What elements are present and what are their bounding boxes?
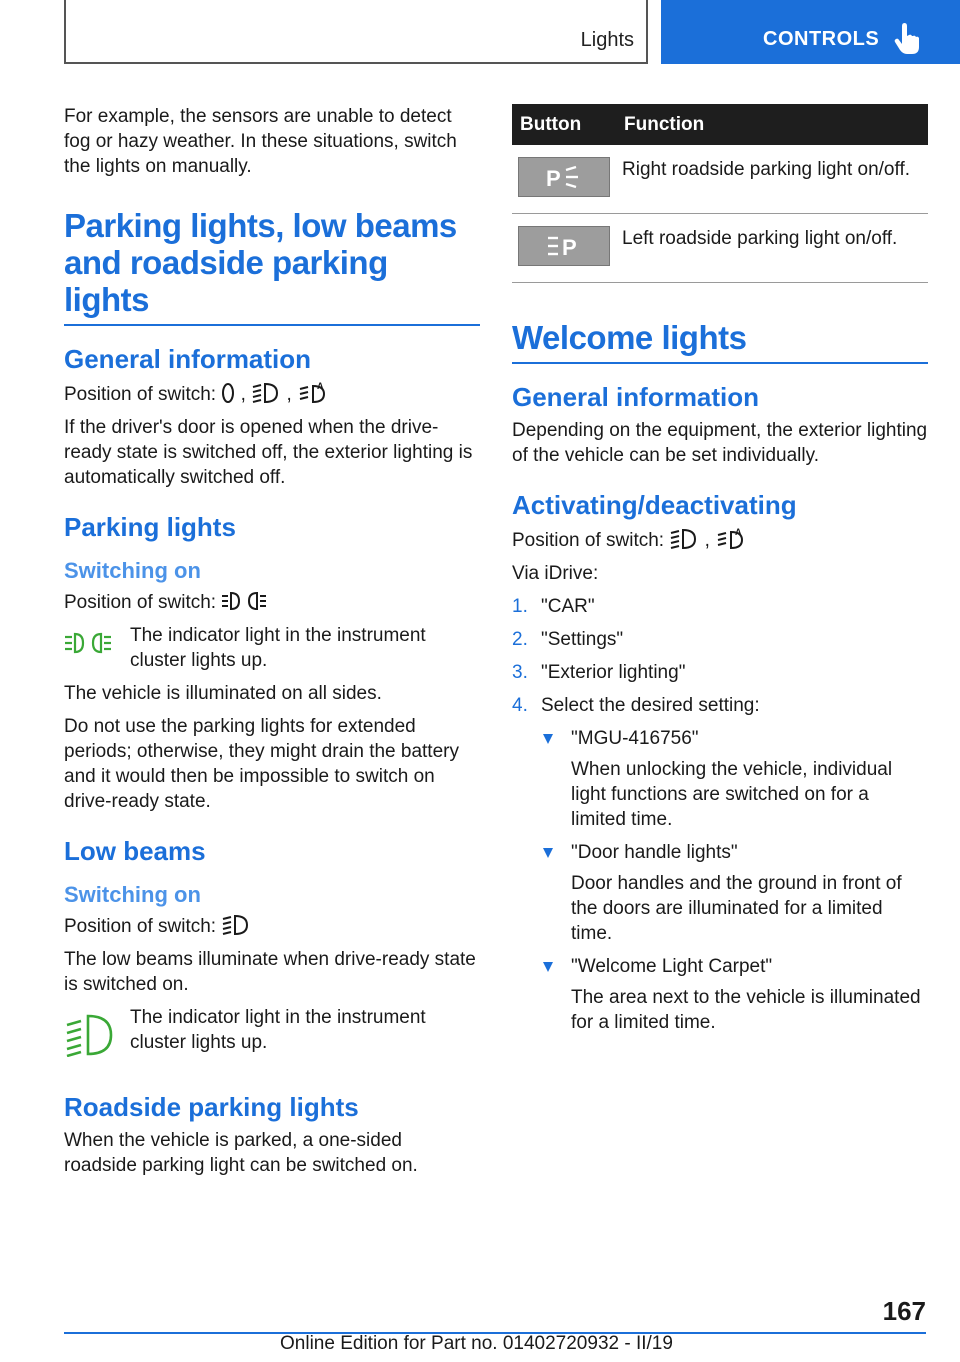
svg-text:A: A xyxy=(317,381,324,391)
low-beam-indicator-note xyxy=(64,1005,480,1064)
triangle-bullet-icon xyxy=(543,734,553,744)
switch-position-label: Position of switch: xyxy=(512,530,665,551)
section-title-welcome-lights: Welcome lights xyxy=(512,319,928,364)
idrive-steps-list xyxy=(512,594,928,1035)
separator-comma: , xyxy=(704,530,710,551)
parking-indicator-text: The indicator light in the instrument cluster lights up. xyxy=(130,625,426,671)
low-beams-text: The low beams illuminate when drive-ready state is switched on. xyxy=(64,949,476,995)
list-item xyxy=(512,660,928,685)
edition-note: Online Edition for Part no. 01402720932 - II/19 xyxy=(280,1333,673,1354)
list-item xyxy=(541,954,928,1035)
section-title-parking-lights: Parking lights, low beams and roadside parking lights xyxy=(64,207,480,326)
off-position-icon xyxy=(221,382,235,404)
heading-welcome-general-information: General information xyxy=(512,382,760,412)
roadside-text: When the vehicle is parked, a one-sided roadside parking light can be switched on. xyxy=(64,1130,418,1176)
step-text: "Settings" xyxy=(541,629,624,650)
parking-switch-position-line xyxy=(64,590,480,615)
general-info-text: If the driver's door is opened when the drive-ready state is switched off, the exterior lighting is automatically switched off. xyxy=(64,417,473,488)
list-item xyxy=(512,627,928,652)
via-idrive-label: Via iDrive: xyxy=(512,563,599,584)
header-chapter-title: CONTROLS xyxy=(763,28,880,50)
intro-paragraph: For example, the sensors are unable to detect fog or hazy weather. In these situations, switch the lights on manually. xyxy=(64,106,457,177)
list-item xyxy=(512,693,928,1035)
step-text: Select the desired setting: xyxy=(541,695,760,716)
low-beam-icon xyxy=(669,528,699,550)
step-text: "CAR" xyxy=(541,596,595,617)
step-number: 3. xyxy=(512,662,528,683)
table-cell-function: Right roadside parking light on/off. xyxy=(616,145,928,214)
automatic-headlight-icon xyxy=(297,380,327,404)
step-text: "Exterior lighting" xyxy=(541,662,686,683)
table-header-function: Function xyxy=(616,104,928,145)
left-column xyxy=(64,104,480,1186)
svg-text:A: A xyxy=(735,527,742,537)
right-parking-light-button xyxy=(518,157,610,197)
table-row xyxy=(512,214,928,283)
list-item xyxy=(512,594,928,619)
parking-text-1: The vehicle is illuminated on all sides. xyxy=(64,683,382,704)
low-beam-icon xyxy=(251,382,281,404)
heading-parking-switching-on: Switching on xyxy=(64,558,201,583)
heading-low-switching-on: Switching on xyxy=(64,882,201,907)
step-number: 1. xyxy=(512,596,528,617)
low-beam-icon xyxy=(221,914,251,936)
heading-general-information: General information xyxy=(64,344,312,374)
pointing-hand-icon xyxy=(893,22,921,56)
list-item xyxy=(541,840,928,946)
option-description: Door handles and the ground in front of the doors are illuminated for a limited time. xyxy=(571,873,902,944)
triangle-bullet-icon xyxy=(543,962,553,972)
heading-roadside-parking-lights: Roadside parking lights xyxy=(64,1092,359,1122)
low-beam-indicator-text: The indicator light in the instrument cluster lights up. xyxy=(130,1007,426,1053)
right-parking-light-icon xyxy=(544,164,584,190)
switch-positions-line xyxy=(64,380,480,407)
switch-position-label: Position of switch: xyxy=(64,916,217,937)
header-section-title: Lights xyxy=(580,29,634,51)
table-header-button: Button xyxy=(512,104,616,145)
svg-text:P: P xyxy=(546,166,561,190)
table-row xyxy=(512,145,928,214)
low-switch-position-line xyxy=(64,914,480,939)
svg-text:P: P xyxy=(562,235,577,259)
switch-position-label: Position of switch: xyxy=(64,384,217,405)
header-section-box xyxy=(64,0,648,64)
option-description: The area next to the vehicle is illuminated for a limited time. xyxy=(571,987,921,1033)
activate-switch-position-line xyxy=(512,526,928,553)
step-number: 4. xyxy=(512,695,528,716)
header-chapter-tab xyxy=(661,0,960,64)
table-cell-function: Left roadside parking light on/off. xyxy=(616,214,928,283)
option-description: When unlocking the vehicle, individual light functions are switched on for a limited time. xyxy=(571,759,893,830)
heading-low-beams: Low beams xyxy=(64,836,206,866)
option-name: "MGU-416756" xyxy=(571,728,699,749)
low-beam-indicator-icon xyxy=(64,1013,114,1057)
step-number: 2. xyxy=(512,629,528,650)
parking-indicator-icon xyxy=(64,631,112,655)
triangle-bullet-icon xyxy=(543,848,553,858)
parking-indicator-note xyxy=(64,623,480,673)
list-item xyxy=(541,726,928,832)
page-number: 167 xyxy=(882,1296,926,1326)
button-function-table xyxy=(512,104,928,283)
settings-options-list xyxy=(541,726,928,1035)
welcome-general-text: Depending on the equipment, the exterior lighting of the vehicle can be set individually. xyxy=(512,420,928,466)
heading-activating-deactivating: Activating/deactivating xyxy=(512,490,797,520)
option-name: "Door handle lights" xyxy=(571,842,738,863)
right-column xyxy=(512,104,928,1043)
switch-position-label: Position of switch: xyxy=(64,592,217,613)
parking-lights-icon xyxy=(221,590,267,612)
automatic-headlight-icon xyxy=(715,526,745,550)
heading-parking-lights: Parking lights xyxy=(64,512,236,542)
parking-text-2: Do not use the parking lights for extended periods; otherwise, they might drain the battery and it would then be impossible to switch on drive-ready state. xyxy=(64,716,459,812)
separator-comma: , xyxy=(286,384,292,405)
left-parking-light-button xyxy=(518,226,610,266)
separator-comma: , xyxy=(240,384,246,405)
option-name: "Welcome Light Carpet" xyxy=(571,956,773,977)
left-parking-light-icon xyxy=(544,233,584,259)
